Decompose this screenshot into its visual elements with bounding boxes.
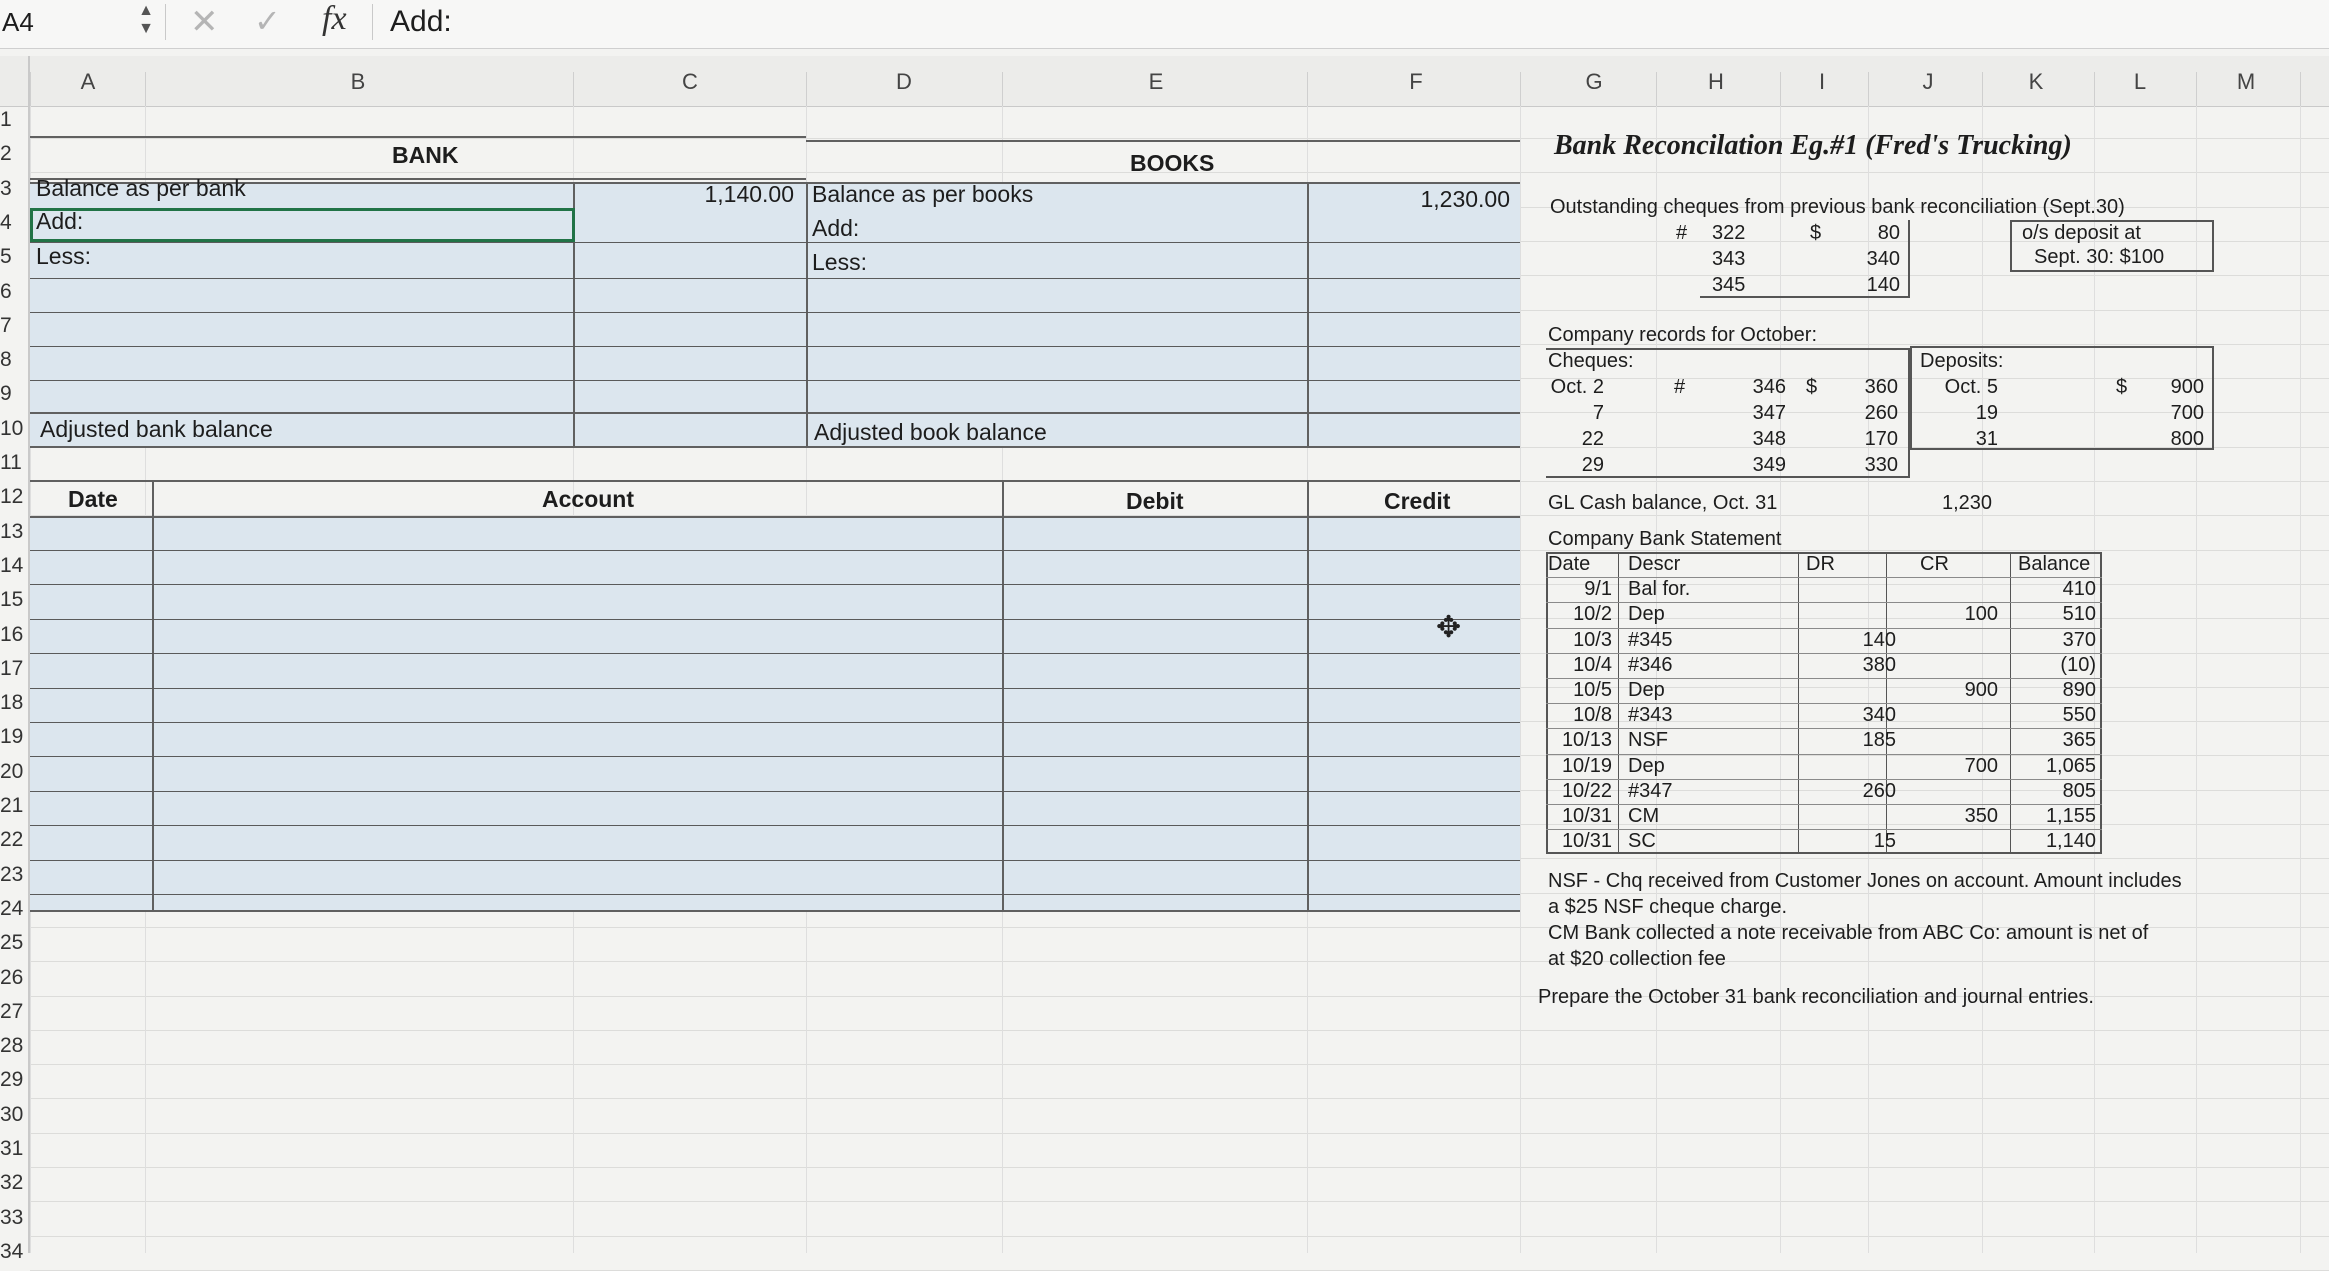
column-separator — [806, 72, 807, 108]
column-header-f[interactable]: F — [1409, 69, 1423, 94]
cancel-icon[interactable]: ✕ — [190, 3, 219, 41]
statement-balance: 805 — [2062, 779, 2096, 802]
row-gridline — [30, 1236, 2329, 1237]
row-gridline — [30, 1098, 2329, 1099]
name-box[interactable]: A4 — [2, 7, 34, 37]
journal-row-line — [30, 791, 1520, 792]
cheque-number: 349 — [1752, 454, 1786, 476]
statement-balance: 1,140 — [2045, 830, 2096, 853]
gl-cash-value: 1,230 — [1942, 492, 1993, 514]
cheque-date: 29 — [1581, 454, 1604, 476]
cheques-label: Cheques: — [1548, 350, 1634, 372]
deposit-amount: 800 — [2170, 428, 2204, 450]
books-less-label[interactable]: Less: — [812, 249, 867, 275]
outstanding-cheque-amount: 140 — [1866, 274, 1900, 296]
column-header-l[interactable]: L — [2133, 69, 2147, 94]
outstanding-cheque-no: 343 — [1712, 248, 1746, 270]
statement-balance: (10) — [2060, 653, 2096, 676]
statement-date: 10/4 — [1573, 653, 1612, 676]
row-header-14[interactable]: 14 — [0, 553, 24, 577]
statement-date: 10/13 — [1561, 729, 1612, 752]
journal-row-line — [30, 756, 1520, 757]
adjusted-book-balance-label: Adjusted book balance — [814, 419, 1047, 445]
column-separator — [2094, 72, 2095, 108]
cheque-amount: 330 — [1864, 454, 1898, 476]
cheque-date: Oct. 2 — [1550, 376, 1604, 398]
statement-descr: Dep — [1628, 603, 1665, 626]
row-header-23[interactable]: 23 — [0, 862, 24, 886]
statement-cr: 100 — [1964, 603, 1998, 626]
cheque-number: 347 — [1752, 402, 1786, 424]
column-separator — [2196, 72, 2197, 108]
row-header-8[interactable]: 8 — [0, 348, 12, 372]
note-line: CM Bank collected a note receivable from ABC Co: amount is net of — [1548, 922, 2149, 944]
row-header-33[interactable]: 33 — [0, 1205, 24, 1229]
instruction-text: Prepare the October 31 bank reconciliation and journal entries. — [1538, 986, 2094, 1008]
column-separator — [30, 72, 31, 108]
statement-date: 10/19 — [1561, 754, 1612, 777]
journal-divider — [1307, 480, 1309, 912]
column-header-h[interactable]: H — [1708, 69, 1724, 94]
row-header-30[interactable]: 30 — [0, 1102, 24, 1126]
statement-balance: 1,065 — [2045, 754, 2096, 777]
row-header-19[interactable]: 19 — [0, 725, 24, 749]
deposits-label: Deposits: — [1920, 350, 2004, 372]
insert-function-icon[interactable]: fx — [322, 0, 347, 37]
statement-descr: NSF — [1628, 729, 1668, 752]
column-header-b[interactable]: B — [350, 69, 366, 94]
statement-date: 10/3 — [1573, 628, 1612, 651]
statement-balance: 365 — [2062, 729, 2096, 752]
journal-debit-header: Debit — [1126, 488, 1184, 514]
row-header-28[interactable]: 28 — [0, 1034, 24, 1058]
deposits-dollar: $ — [2116, 376, 2128, 398]
column-separator — [1307, 72, 1308, 108]
row-header-3[interactable]: 3 — [0, 176, 12, 200]
formula-bar-divider — [372, 4, 373, 40]
statement-dr: 185 — [1862, 729, 1896, 752]
cheques-dollar: $ — [1806, 376, 1818, 398]
deposit-amount: 700 — [2170, 402, 2204, 424]
statement-balance: 890 — [2062, 679, 2096, 701]
statement-descr: #347 — [1628, 779, 1673, 802]
column-gridline — [2300, 106, 2301, 1253]
row-header-25[interactable]: 25 — [0, 931, 24, 955]
journal-row-line — [30, 894, 1520, 895]
journal-row-line — [30, 722, 1520, 723]
column-separator — [1520, 72, 1521, 108]
active-cell-a4[interactable] — [30, 208, 575, 242]
row-header-26[interactable]: 26 — [0, 965, 24, 989]
statement-dr: 140 — [1862, 628, 1896, 651]
outstanding-cheque-no: 322 — [1712, 222, 1746, 244]
formula-bar — [0, 0, 2329, 49]
deposit-date: 31 — [1975, 428, 1998, 450]
column-separator — [1982, 72, 1983, 108]
statement-descr: Bal for. — [1628, 578, 1691, 601]
row-header-10[interactable]: 10 — [0, 416, 24, 440]
exercise-title: Bank Reconcilation Eg.#1 (Fred's Trucking) — [1554, 130, 2072, 161]
formula-input[interactable]: Add: — [390, 5, 452, 38]
books-add-label[interactable]: Add: — [812, 215, 860, 241]
column-separator — [1002, 72, 1003, 108]
row-header-31[interactable]: 31 — [0, 1137, 24, 1160]
gl-cash-label: GL Cash balance, Oct. 31 — [1548, 492, 1778, 514]
row-gridline — [30, 1201, 2329, 1202]
statement-descr: SC — [1628, 830, 1656, 853]
statement-date: 10/8 — [1573, 704, 1612, 727]
row-header-16[interactable]: 16 — [0, 622, 24, 646]
journal-row-line — [30, 653, 1520, 654]
column-gridline — [1520, 106, 1521, 1253]
statement-balance: 410 — [2062, 578, 2096, 601]
statement-descr: CM — [1628, 805, 1660, 827]
recon-row-line — [30, 242, 1520, 243]
statement-header-dr: DR — [1806, 553, 1835, 575]
books-header: BOOKS — [1130, 150, 1215, 176]
journal-row-line — [30, 550, 1520, 551]
books-balance-label: Balance as per books — [812, 181, 1034, 207]
enter-icon[interactable]: ✓ — [254, 3, 281, 39]
statement-header-balance: Balance — [2018, 553, 2091, 575]
statement-date: 10/5 — [1573, 679, 1612, 701]
row-header-12[interactable]: 12 — [0, 485, 24, 509]
row-header-11[interactable]: 11 — [0, 451, 22, 474]
bank-less-label[interactable]: Less: — [36, 243, 91, 269]
cheque-number: 348 — [1752, 428, 1786, 450]
company-records-title: Company records for October: — [1548, 324, 1817, 346]
statement-dr: 15 — [1873, 830, 1896, 853]
statement-date: 10/31 — [1561, 830, 1612, 853]
cheque-date: 22 — [1581, 428, 1604, 450]
row-header-29[interactable]: 29 — [0, 1068, 24, 1092]
column-separator — [1780, 72, 1781, 108]
bank-add-label[interactable]: Add: — [36, 208, 84, 234]
column-header-g[interactable]: G — [1585, 69, 1603, 94]
outstanding-hash: # — [1676, 222, 1688, 244]
row-gridline — [30, 1064, 2329, 1065]
row-header-18[interactable]: 18 — [0, 691, 24, 715]
journal-date-header: Date — [68, 486, 118, 512]
bank-header: BANK — [392, 142, 459, 168]
column-separator — [145, 72, 146, 108]
bank-balance-label: Balance as per bank — [36, 175, 246, 201]
row-header-15[interactable]: 15 — [0, 588, 24, 612]
outstanding-title: Outstanding cheques from previous bank reconciliation (Sept.30) — [1550, 196, 2125, 218]
statement-header-cr: CR — [1920, 553, 1949, 575]
statement-dr: 380 — [1862, 653, 1896, 676]
journal-row-line — [30, 688, 1520, 689]
row-gridline — [30, 1030, 2329, 1031]
statement-header-date: Date — [1548, 553, 1591, 575]
cheque-number: 346 — [1752, 376, 1786, 398]
deposit-date: Oct. 5 — [1944, 376, 1998, 398]
recon-row-line — [30, 380, 1520, 381]
recon-divider — [1307, 182, 1309, 448]
statement-date: 10/22 — [1561, 779, 1612, 802]
statement-dr: 340 — [1862, 704, 1896, 727]
row-gridline — [30, 961, 2329, 962]
statement-cr: 700 — [1964, 754, 1998, 777]
column-header-d[interactable]: D — [896, 69, 912, 94]
cheques-hash: # — [1674, 376, 1686, 398]
column-header-m[interactable]: M — [2236, 69, 2256, 94]
row-header-22[interactable]: 22 — [0, 828, 24, 852]
row-header-20[interactable]: 20 — [0, 759, 24, 783]
column-header-a[interactable]: A — [80, 69, 96, 94]
statement-date: 10/2 — [1573, 603, 1612, 626]
column-header-j[interactable]: J — [1922, 69, 1934, 94]
row-gridline — [30, 1167, 2329, 1168]
journal-row-line — [30, 825, 1520, 826]
journal-row-line — [30, 619, 1520, 620]
outstanding-dollar: $ — [1810, 222, 1822, 244]
column-header-e[interactable]: E — [1148, 69, 1164, 94]
note-line: a $25 NSF cheque charge. — [1548, 896, 1788, 918]
row-header-2[interactable]: 2 — [0, 142, 12, 166]
statement-descr: #343 — [1628, 704, 1673, 727]
row-header-4[interactable]: 4 — [0, 210, 12, 234]
column-separator — [573, 72, 574, 108]
statement-balance: 370 — [2062, 628, 2096, 651]
column-header-i[interactable]: I — [1818, 69, 1826, 94]
row-header-34[interactable]: 34 — [0, 1239, 24, 1263]
row-header-6[interactable]: 6 — [0, 279, 12, 303]
os-deposit-line1: o/s deposit at — [2022, 222, 2141, 244]
column-separator — [2300, 72, 2301, 108]
row-header-7[interactable]: 7 — [0, 313, 12, 337]
formula-bar-divider — [165, 4, 166, 40]
column-header-c[interactable]: C — [682, 69, 698, 94]
column-header-k[interactable]: K — [2028, 69, 2044, 94]
row-header-32[interactable]: 32 — [0, 1171, 24, 1195]
statement-descr: #346 — [1628, 653, 1673, 676]
bank-statement-title: Company Bank Statement — [1548, 528, 1782, 550]
statement-date: 9/1 — [1584, 578, 1612, 601]
adjusted-bank-balance-label: Adjusted bank balance — [40, 416, 273, 442]
journal-row-line — [30, 584, 1520, 585]
journal-header-line — [30, 516, 1520, 518]
statement-descr: Dep — [1628, 754, 1665, 777]
cheque-amount: 170 — [1864, 428, 1898, 450]
recon-row-line — [30, 278, 1520, 279]
move-cursor-icon: ✥ — [1436, 611, 1462, 644]
row-header-24[interactable]: 24 — [0, 896, 24, 920]
statement-balance: 510 — [2062, 603, 2096, 626]
outstanding-cheque-no: 345 — [1712, 274, 1746, 296]
journal-divider — [1002, 480, 1004, 912]
row-gridline — [30, 1133, 2329, 1134]
recon-row-line — [30, 346, 1520, 347]
cheque-amount: 260 — [1864, 402, 1898, 424]
statement-descr: Dep — [1628, 679, 1665, 701]
journal-divider — [152, 480, 154, 912]
os-deposit-line2: Sept. 30: $100 — [2034, 246, 2165, 268]
row-header-21[interactable]: 21 — [0, 794, 24, 817]
books-balance-value[interactable]: 1,230.00 — [1420, 186, 1510, 212]
row-header-27[interactable]: 27 — [0, 999, 24, 1023]
journal-row-line — [30, 860, 1520, 861]
statement-header-descr: Descr — [1628, 553, 1681, 575]
name-box-stepper-icon[interactable]: ▲ ▼ — [138, 2, 154, 37]
row-header-13[interactable]: 13 — [0, 519, 24, 543]
outstanding-cheque-amount: 80 — [1877, 222, 1900, 244]
statement-date: 10/31 — [1561, 805, 1612, 827]
statement-cr: 900 — [1964, 679, 1998, 701]
statement-cr: 350 — [1964, 805, 1998, 827]
row-header-1[interactable]: 1 — [0, 108, 12, 131]
row-header-9[interactable]: 9 — [0, 382, 12, 406]
outstanding-cheque-amount: 340 — [1866, 248, 1900, 270]
statement-dr: 260 — [1862, 779, 1896, 802]
bank-balance-value[interactable]: 1,140.00 — [704, 181, 794, 207]
deposit-date: 19 — [1975, 402, 1998, 424]
column-separator — [1656, 72, 1657, 108]
note-line: NSF - Chq received from Customer Jones on account. Amount includes — [1548, 870, 2182, 892]
deposit-amount: 900 — [2170, 376, 2204, 398]
statement-balance: 1,155 — [2045, 805, 2096, 827]
statement-descr: #345 — [1628, 628, 1673, 651]
recon-row-line — [30, 312, 1520, 313]
cheque-date: 7 — [1592, 402, 1604, 424]
row-header-17[interactable]: 17 — [0, 656, 24, 680]
row-header-5[interactable]: 5 — [0, 245, 12, 269]
column-separator — [1868, 72, 1869, 108]
statement-balance: 550 — [2062, 704, 2096, 727]
note-line: at $20 collection fee — [1548, 948, 1726, 970]
cheque-amount: 360 — [1864, 376, 1898, 398]
journal-account-header: Account — [542, 486, 634, 512]
recon-divider — [806, 182, 808, 448]
recon-divider — [30, 412, 1520, 414]
journal-credit-header: Credit — [1384, 488, 1451, 514]
column-gridline — [2196, 106, 2197, 1253]
journal-border — [30, 480, 1520, 912]
